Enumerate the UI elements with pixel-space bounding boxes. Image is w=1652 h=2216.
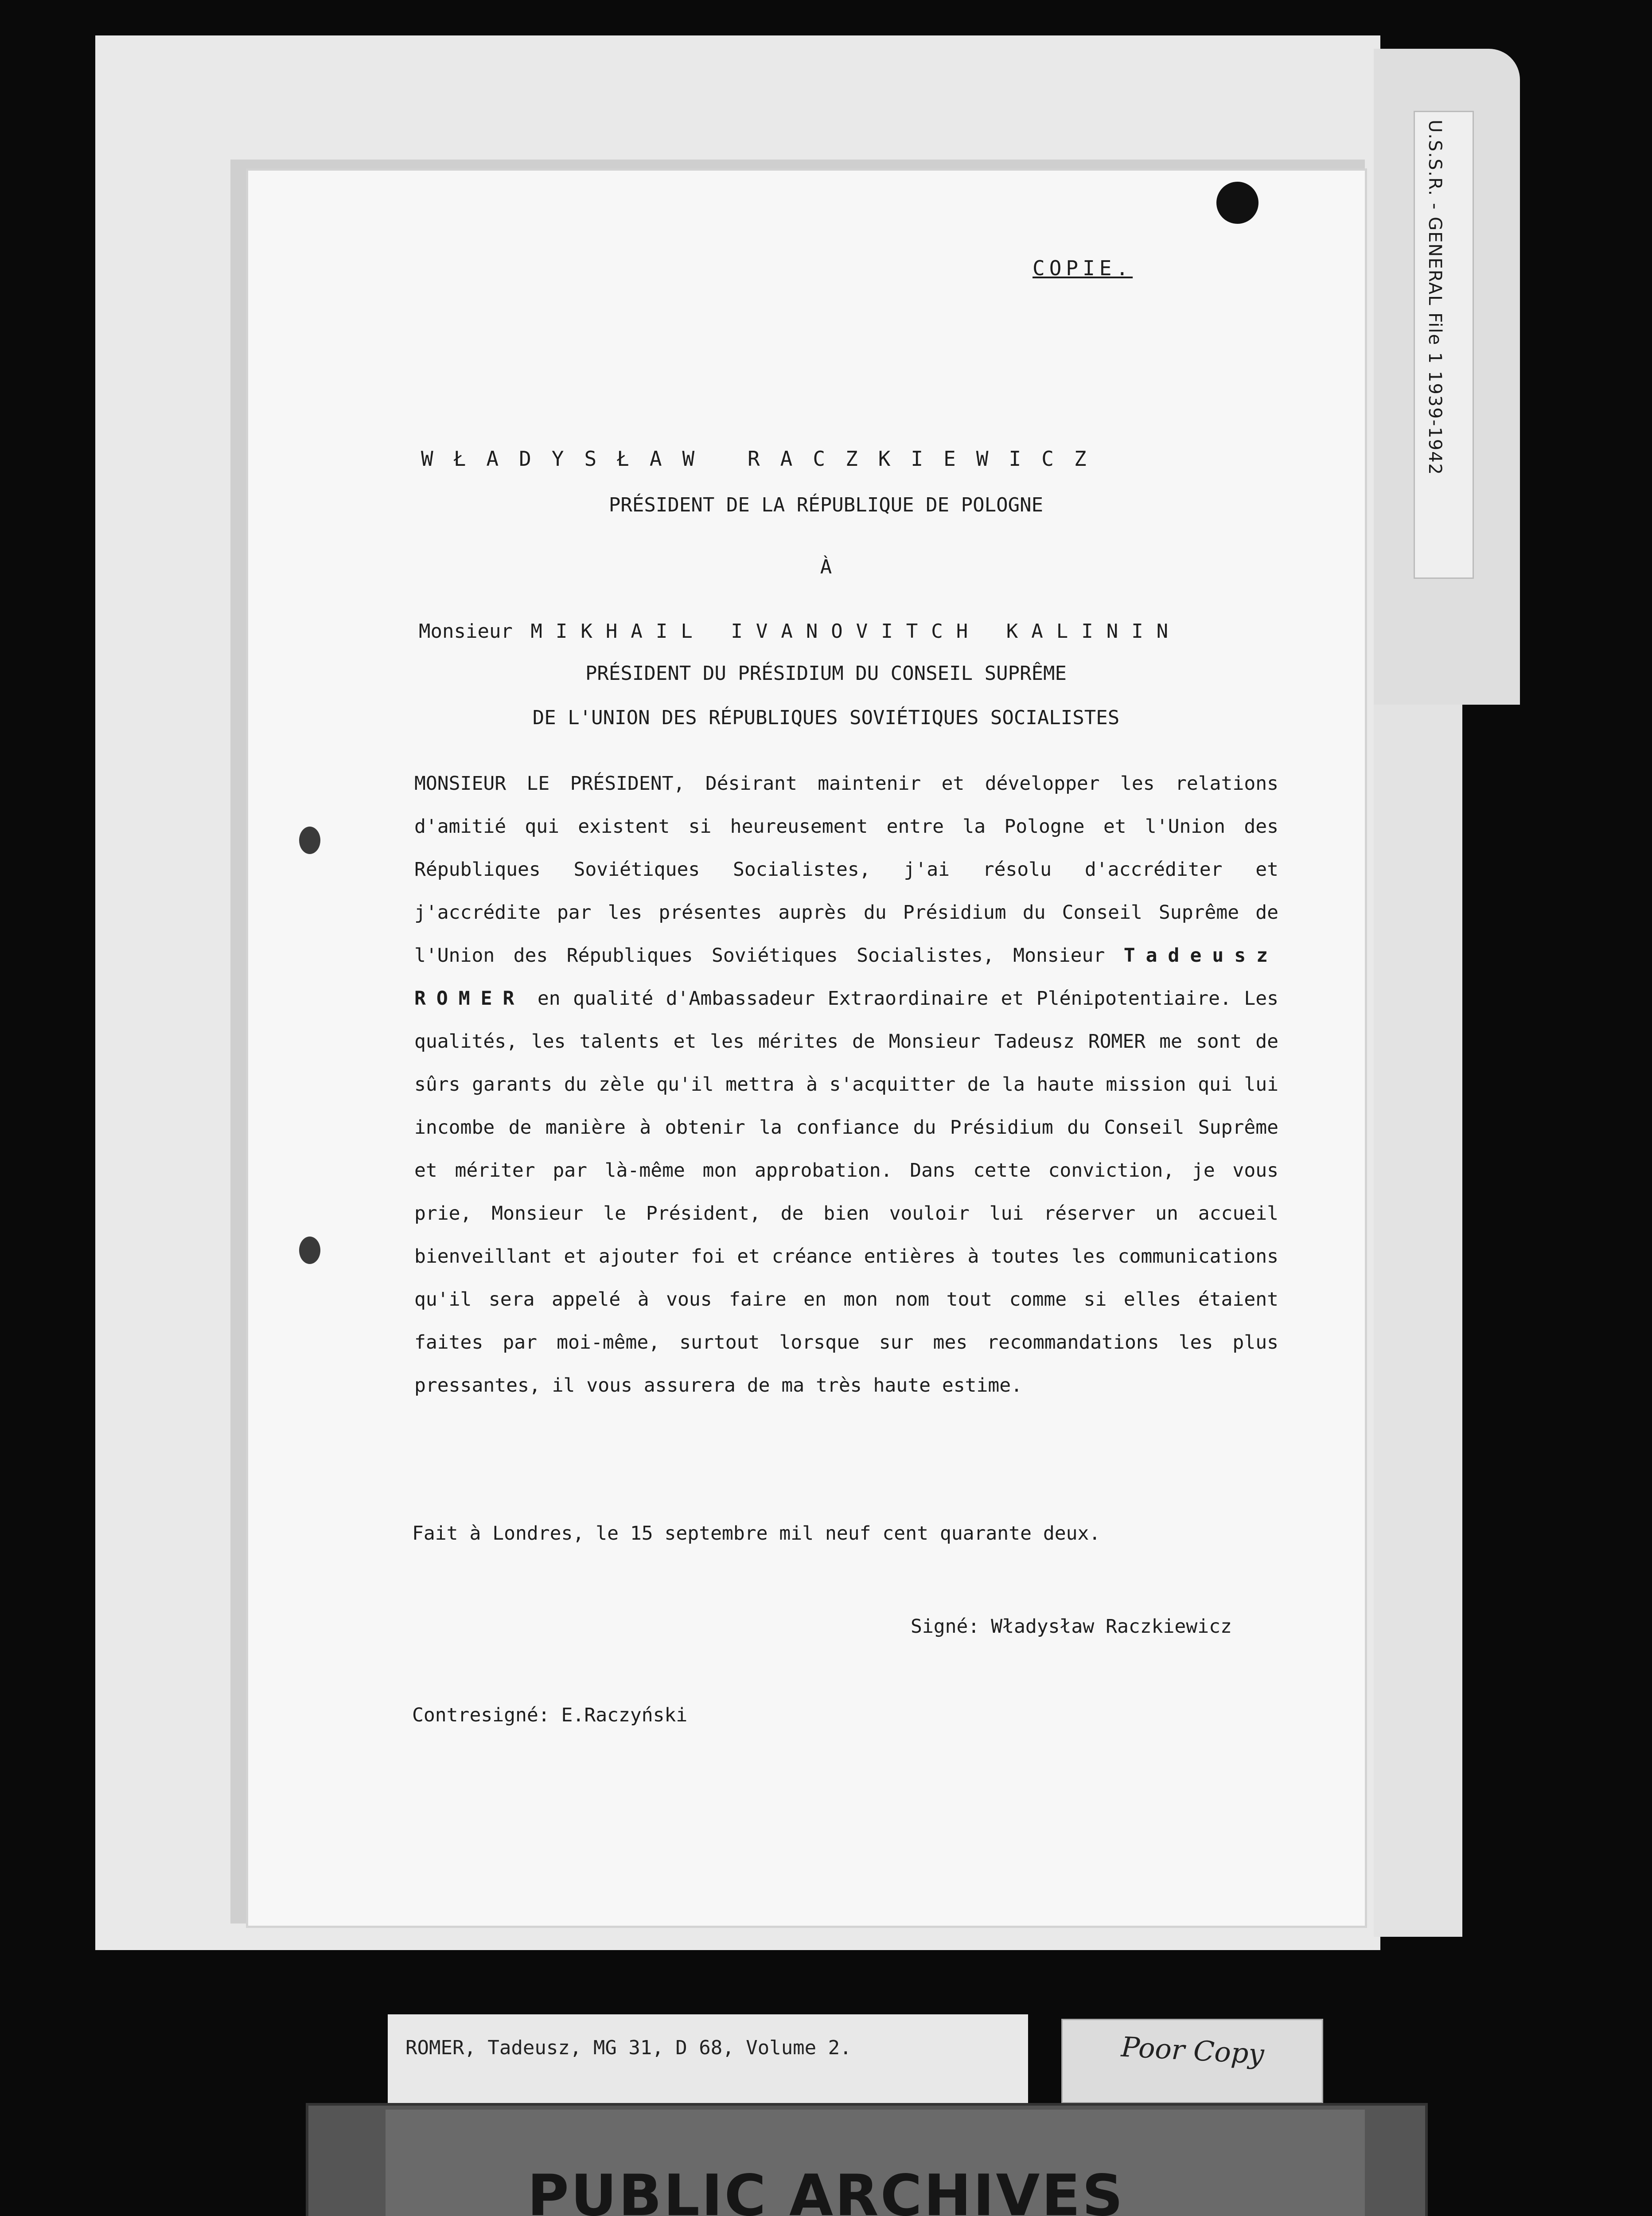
quality-note: Poor Copy <box>1120 2030 1265 2071</box>
sender-name: WŁADYSŁAW RACZKIEWICZ <box>421 447 1107 471</box>
place-date: Fait à Londres, le 15 septembre mil neuf cent quarante deux. <box>412 1522 1101 1545</box>
copy-mark: COPIE. <box>1032 256 1133 280</box>
salutation: MONSIEUR LE PRÉSIDENT, <box>414 772 685 795</box>
envoy-first-name: Tadeusz <box>1123 944 1278 967</box>
recipient-prefix: Monsieur <box>419 620 513 643</box>
sender-title: PRÉSIDENT DE LA RÉPUBLIQUE DE POLOGNE <box>608 494 1044 516</box>
binder-hole <box>299 1237 320 1264</box>
countersignature-line: Contresigné: E.Raczyński <box>412 1704 688 1726</box>
stamp-line-1: PUBLIC ARCHIVES <box>527 2163 1125 2216</box>
body-part-2: en qualité d'Ambassadeur Extraordinaire et Plénipotentiaire. Les qualités, les talents et les mérites de Monsieur Tadeusz ROMER me sont de sûrs garants du zèle qu'il mettra à s'acquitter de la haute mission qui lui incombe de manière à obtenir la confiance du Présidium du Conseil Suprême et mériter par là-même mon approbation. Dans cette conviction, je vous prie, Monsieur le Président, de bien vouloir lui réserver un accueil bienveillant et ajouter foi et créance entières à toutes les communications qu'il sera appelé à vous faire en mon nom tout comme si elles étaient faites par moi-même, surtout lorsque sur mes recommandations les plus pressantes, il vous assurera de ma très haute estime. <box>414 987 1279 1397</box>
catalog-label: ROMER, Tadeusz, MG 31, D 68, Volume 2. <box>405 2037 852 2059</box>
signature-line: Signé: Władysław Raczkiewicz <box>911 1615 1232 1638</box>
body-part-1: Désirant maintenir et développer les relations d'amitié qui existent si heureusement entre la Pologne et l'Union des Républiques Soviétiques Socialistes, j'ai résolu d'accréditer et j'accrédite par les présentes auprès du Présidium du Conseil Suprême de l'Union des Républiques Soviétiques Socialistes, Monsieur <box>414 772 1278 967</box>
recipient-line <box>419 618 1181 645</box>
to-marker: À <box>820 556 832 578</box>
binder-hole <box>299 827 320 854</box>
recipient-title-2: DE L'UNION DES RÉPUBLIQUES SOVIÉTIQUES SOCIALISTES <box>532 706 1120 729</box>
recipient-name: MIKHAIL IVANOVITCH KALININ <box>530 620 1182 643</box>
folder-tab-label: U.S.S.R. - GENERAL File 1 1939-1942 <box>1425 120 1445 476</box>
envoy-last-name: ROMER <box>414 987 525 1010</box>
folder-tab-edge <box>1374 705 1462 1937</box>
punch-hole <box>1216 182 1258 224</box>
recipient-title-1: PRÉSIDENT DU PRÉSIDIUM DU CONSEIL SUPRÊME <box>585 662 1067 685</box>
letter-body <box>414 762 1278 1407</box>
